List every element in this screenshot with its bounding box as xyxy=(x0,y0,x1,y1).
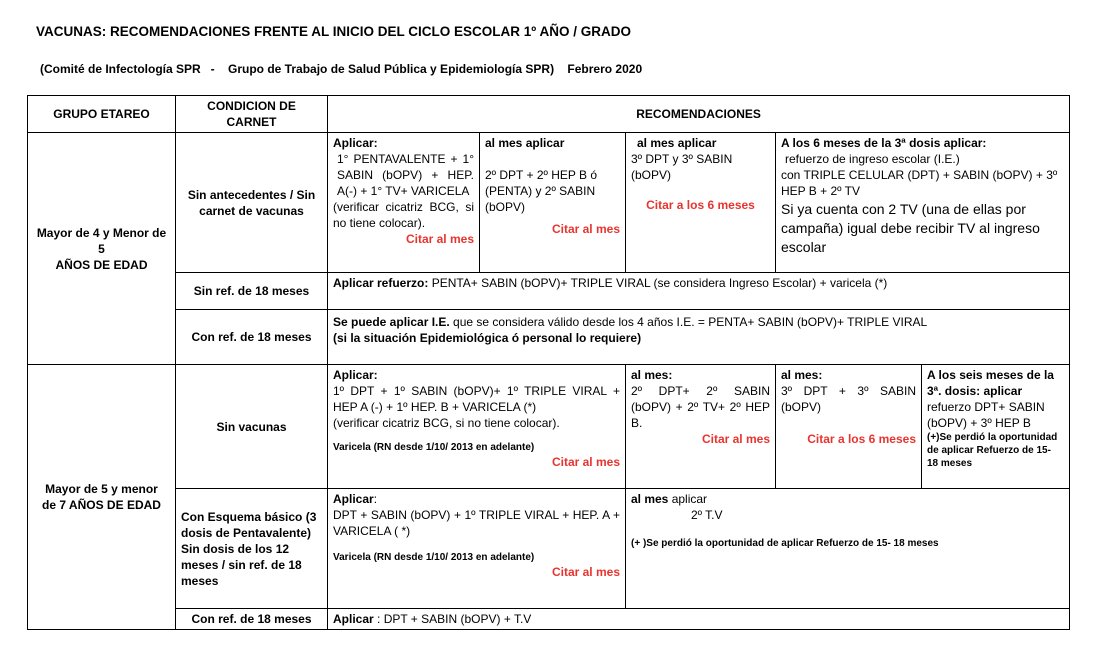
cell-note: (+)Se perdió la oportunidad de aplicar Refuerzo de 15- 18 meses xyxy=(927,432,1058,469)
cell-text: 2º DPT+ 2º SABIN (bOPV) + 2º TV+ 2º HEP B. xyxy=(631,384,770,430)
cell-text: refuerzo de ingreso escolar (I.E.) xyxy=(785,152,960,166)
table-row xyxy=(28,489,1070,609)
cite-label: Citar a los 6 meses xyxy=(646,198,755,212)
recommendation-cell xyxy=(480,133,626,273)
cell-text: : DPT + SABIN (bOPV) + T.V xyxy=(373,612,532,626)
table-row xyxy=(28,133,1070,273)
condition-cell: Sin antecedentes / Sin carnet de vacunas xyxy=(176,133,328,273)
cite-label: Citar a los 6 meses xyxy=(807,432,916,446)
cell-heading: al mes aplicar xyxy=(485,136,565,150)
cell-text: PENTA+ SABIN (bOPV)+ TRIPLE VIRAL (se considera Ingreso Escolar) + varicela (*) xyxy=(428,276,888,290)
group-4-5-cell xyxy=(28,133,176,365)
header-condicion: CONDICION DE CARNET xyxy=(176,96,328,133)
recommendation-cell xyxy=(626,489,1070,609)
table-row xyxy=(28,273,1070,310)
cell-text: Si ya cuenta con 2 TV (una de ellas por campaña) igual debe recibir TV al ingreso escolar xyxy=(781,201,1040,255)
cell-heading: Aplicar xyxy=(333,612,374,626)
cell-text: 1º DPT + 1º SABIN (bOPV)+ 1º TRIPLE VIRAL + HEP A (-) + 1º HEP. B + VARICELA (*) xyxy=(333,384,620,414)
cell-text: con TRIPLE CELULAR (DPT) + SABIN (bOPV) + 3º HEP B + 2º TV xyxy=(781,168,1058,198)
cell-text: (si la situación Epidemiológica ó personal lo requiere) xyxy=(333,331,642,345)
condition-cell: Con ref. de 18 meses xyxy=(176,609,328,630)
cell-heading: Aplicar xyxy=(333,492,374,506)
cell-text: 2º DPT + 2º HEP B ó (PENTA) y 2º SABIN (bOPV) xyxy=(485,168,598,214)
cite-label: Citar al mes xyxy=(701,432,770,446)
cell-heading: A los 6 meses de la 3ª dosis aplicar: xyxy=(781,136,987,150)
group-5-7-cell xyxy=(28,365,176,630)
cell-heading: al mes xyxy=(631,492,669,506)
cell-text: 2º T.V xyxy=(691,508,723,522)
cell-text: 3º DPT + 3º SABIN (bOPV) xyxy=(781,384,916,414)
condition-cell xyxy=(176,489,328,609)
cell-heading: Aplicar: xyxy=(333,368,378,382)
cell-note: (+ )Se perdió la oportunidad de aplicar Refuerzo de 15- 18 meses xyxy=(631,538,939,549)
header-recomendaciones: RECOMENDACIONES xyxy=(328,96,1070,133)
header-row xyxy=(28,96,1070,133)
header-grupo: GRUPO ETAREO xyxy=(28,96,176,133)
table-row xyxy=(28,365,1070,489)
cell-heading: al mes: xyxy=(781,368,823,382)
group-label: AÑOS DE EDAD xyxy=(55,257,148,272)
cite-label: Citar al mes xyxy=(551,222,620,236)
vaccine-recommendations-table xyxy=(27,95,1070,630)
recommendation-cell xyxy=(626,365,776,489)
cell-text: aplicar xyxy=(668,492,708,506)
cell-heading: Aplicar refuerzo: xyxy=(333,276,429,290)
page-subtitle: (Comité de Infectología SPR - Grupo de Trabajo de Salud Pública y Epidemiología SPR) Febrero 2020 xyxy=(40,62,643,76)
cell-heading: al mes aplicar xyxy=(637,136,717,150)
cite-label: Citar al mes xyxy=(551,455,620,469)
cell-text: Varicela (RN desde 1/10/ 2013 en adelante) xyxy=(333,442,535,453)
cell-text: Varicela (RN desde 1/10/ 2013 en adelante) xyxy=(333,552,535,563)
cell-text: 3º DPT y 3º SABIN (bOPV) xyxy=(631,152,733,182)
table-row xyxy=(28,609,1070,630)
recommendation-cell: Aplicar: DPT + SABIN (bOPV) + 1º TRIPLE VIRAL + HEP. A + VARICELA ( *) Varicela (RN desde 1/10/ 2013 en adelante) Citar al mes xyxy=(328,489,626,609)
condition-text: Sin dosis de los 12 meses / sin ref. de 18 meses xyxy=(181,541,302,588)
condition-cell: Sin ref. de 18 meses xyxy=(176,273,328,310)
recommendation-cell xyxy=(922,365,1070,489)
cite-label: Citar al mes xyxy=(405,232,474,246)
page-title: VACUNAS: RECOMENDACIONES FRENTE AL INICIO DEL CICLO ESCOLAR 1º AÑO / GRADO xyxy=(36,24,631,39)
recommendation-cell xyxy=(328,365,626,489)
recommendation-cell xyxy=(626,133,776,273)
group-label: Mayor de 4 y Menor de 5 xyxy=(36,225,167,256)
cell-text: (verificar cicatriz BCG, si no tiene colocar). xyxy=(333,416,560,430)
group-label: Mayor de 5 y menor xyxy=(45,482,158,496)
cell-text: que se considera válido desde los 4 años I.E. = PENTA+ SABIN (bOPV)+ TRIPLE VIRAL xyxy=(449,315,928,329)
recommendation-cell xyxy=(328,609,1070,630)
recommendation-cell xyxy=(776,133,1070,273)
group-label: de 7 AÑOS DE EDAD xyxy=(42,498,161,512)
recommendation-cell xyxy=(328,310,1070,365)
cell-heading: A los seis meses de la 3ª. dosis: aplicar xyxy=(927,368,1054,398)
cell-text: refuerzo DPT+ SABIN (bOPV) + 3º HEP B xyxy=(927,400,1045,430)
cite-label: Citar al mes xyxy=(551,565,620,579)
recommendation-cell xyxy=(328,273,1070,310)
cell-heading: al mes: xyxy=(631,368,673,382)
recommendation-cell xyxy=(776,365,922,489)
recommendation-cell xyxy=(328,133,480,273)
cell-text: 1° PENTAVALENTE + 1° SABIN (bOPV) + HEP. A(-) + 1° TV+ VARICELA xyxy=(337,152,474,198)
condition-text: Con Esquema básico (3 dosis de Pentavalente) xyxy=(181,509,317,540)
table-row xyxy=(28,310,1070,365)
condition-cell: Con ref. de 18 meses xyxy=(176,310,328,365)
condition-cell: Sin vacunas xyxy=(176,365,328,489)
cell-text: (verificar cicatriz BCG, si no tiene colocar). xyxy=(333,200,474,230)
cell-heading: Aplicar: xyxy=(333,136,378,150)
cell-heading: Se puede aplicar I.E. xyxy=(333,315,450,329)
cell-text: DPT + SABIN (bOPV) + 1º TRIPLE VIRAL + HEP. A + VARICELA ( *) xyxy=(333,508,620,538)
